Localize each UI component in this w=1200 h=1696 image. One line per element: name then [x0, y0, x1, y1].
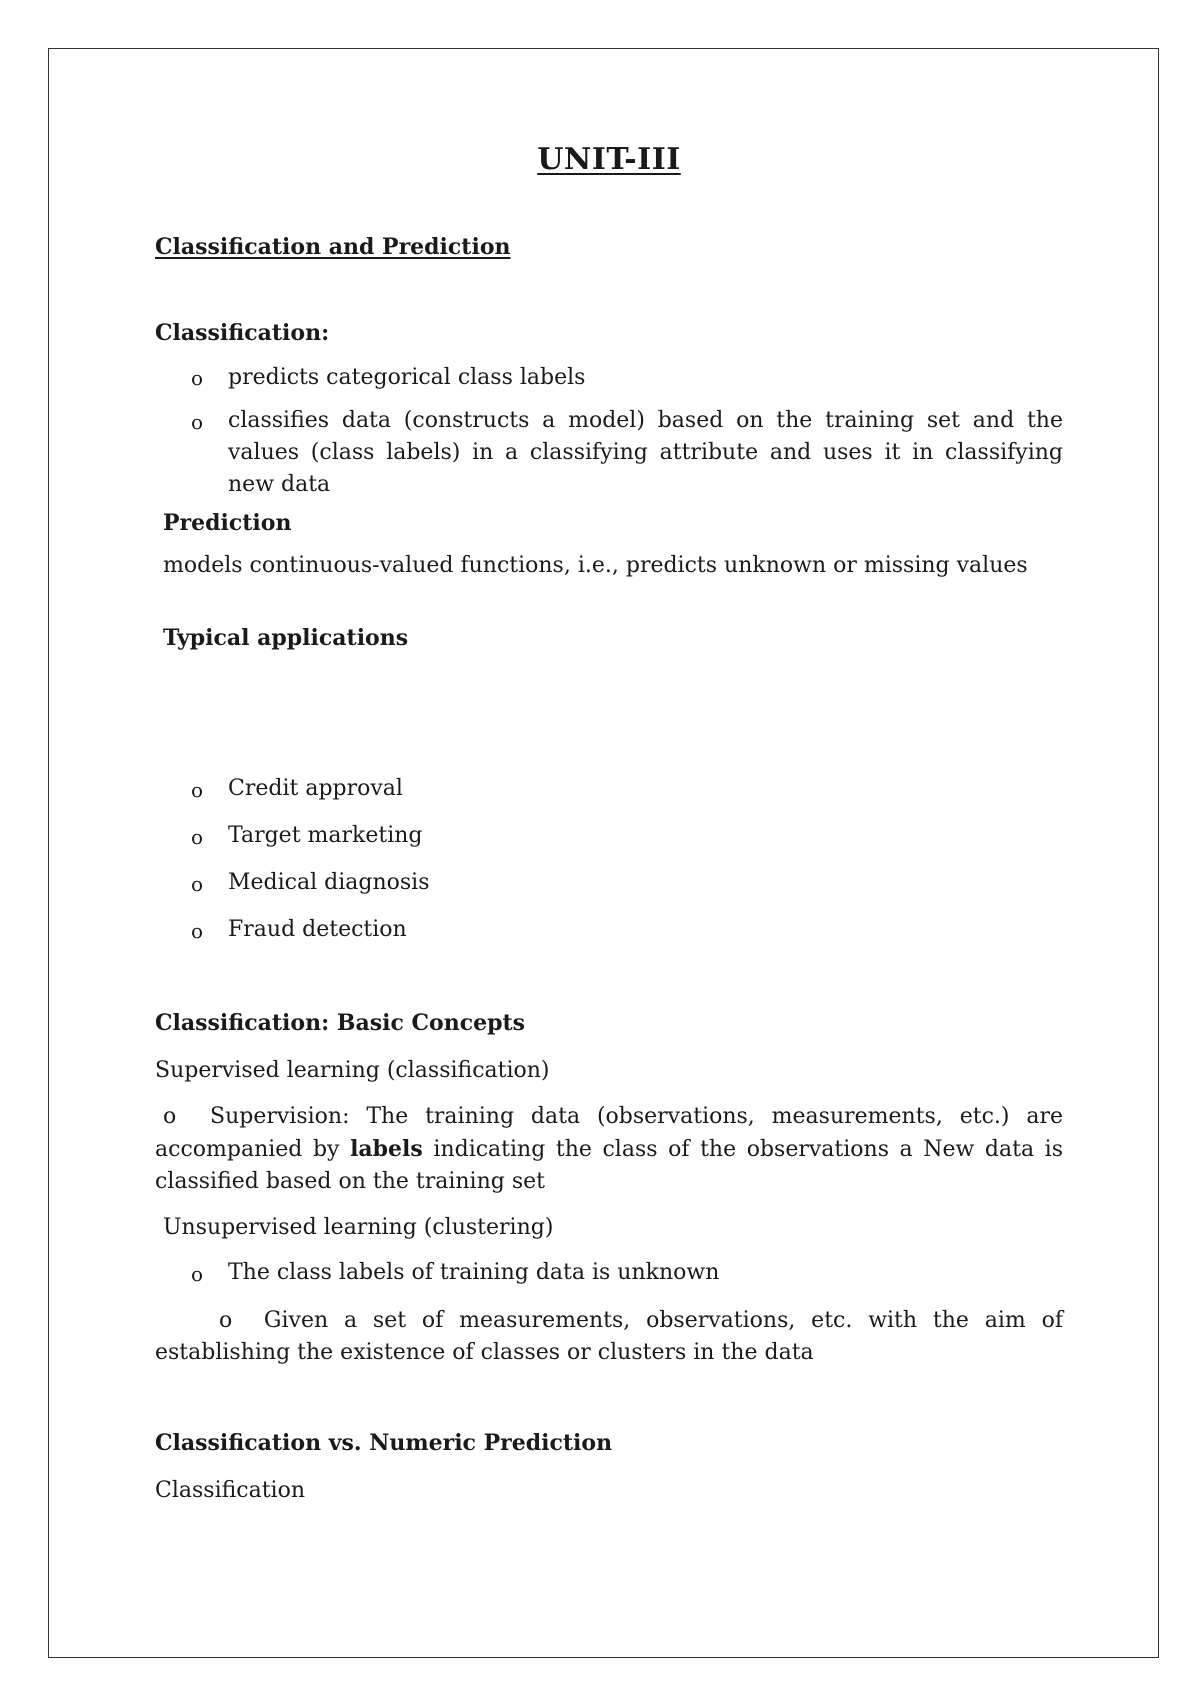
bullet-marker: o — [191, 825, 204, 849]
page-border — [48, 48, 1159, 1658]
vs-text: Classification — [155, 1478, 306, 1503]
classification-bullet-2: classifies data (constructs a model) based on the training set and the values (class labels) in a classifying attribute and uses it in classifying new data — [228, 408, 1063, 497]
supervision-paragraph — [155, 1101, 1063, 1198]
bullet-marker: o — [191, 366, 204, 390]
application-item: Target marketing — [228, 823, 423, 848]
supervised-label: Supervised learning (classification) — [155, 1058, 550, 1083]
prediction-text: models continuous-valued functions, i.e., predicts unknown or missing values — [163, 553, 1028, 578]
basic-concepts-heading: Classification: Basic Concepts — [155, 1010, 526, 1036]
bullet-marker: o — [191, 410, 204, 434]
classification-bullet-1: predicts categorical class labels — [228, 365, 586, 390]
given-paragraph — [155, 1305, 1063, 1369]
given-text: Given a set of measurements, observations, etc. with the aim of establishing the existence of classes or clusters in the data — [155, 1308, 1063, 1365]
labels-keyword: labels — [350, 1136, 423, 1162]
section-heading-text: Classification and Prediction — [155, 234, 511, 260]
bullet-marker: o — [191, 919, 204, 943]
bullet-marker: o — [191, 872, 204, 896]
application-item: Medical diagnosis — [228, 870, 430, 895]
typical-applications-heading: Typical applications — [163, 625, 409, 651]
bullet-marker: o — [191, 778, 204, 802]
supervision-marker: o — [163, 1104, 177, 1129]
section-heading — [155, 234, 1063, 260]
classification-heading: Classification: — [155, 320, 330, 346]
application-item: Fraud detection — [228, 917, 407, 942]
prediction-heading: Prediction — [163, 510, 292, 536]
supervision-text-pre: Supervision: The training data (observations, measurements, etc.) are accompanied by — [155, 1104, 1063, 1162]
page-title: UNIT-III — [537, 142, 681, 177]
supervision-text-post: indicating the class of the observations a New data is classified based on the training set — [155, 1137, 1063, 1194]
vs-heading: Classification vs. Numeric Prediction — [155, 1430, 613, 1456]
application-item: Credit approval — [228, 776, 403, 801]
unsupervised-label: Unsupervised learning (clustering) — [163, 1215, 554, 1240]
given-marker: o — [219, 1308, 233, 1333]
bullet-marker: o — [191, 1262, 204, 1286]
unsupervised-bullet: The class labels of training data is unknown — [228, 1260, 720, 1285]
